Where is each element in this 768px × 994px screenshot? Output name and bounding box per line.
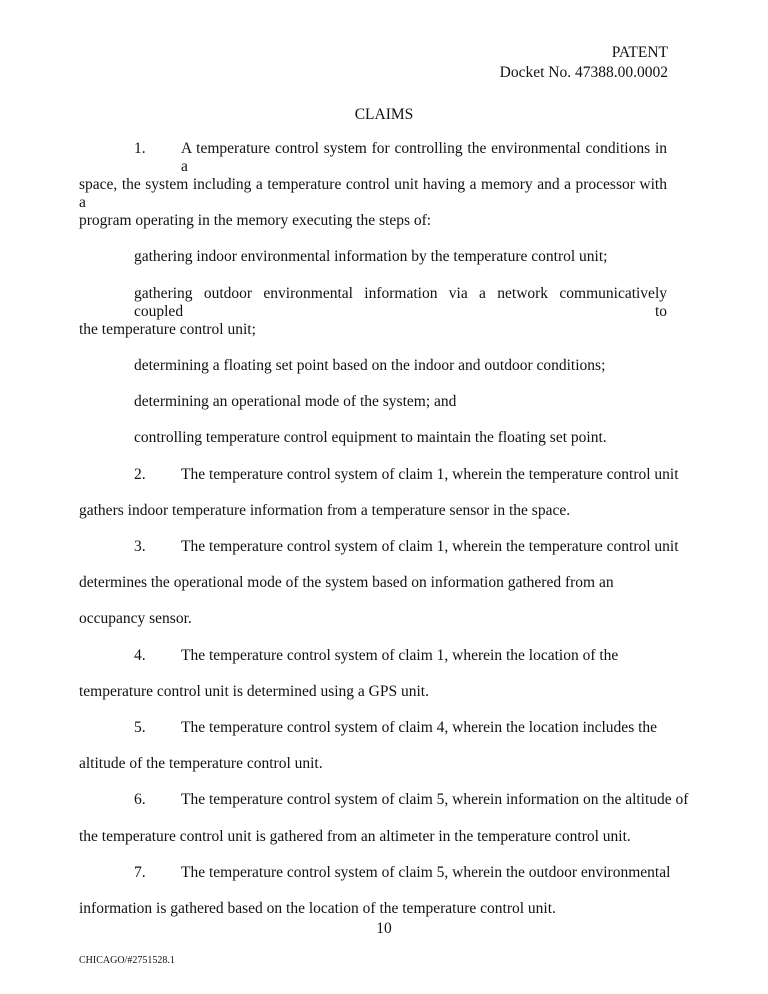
claim-3-line-2: determines the operational mode of the system based on information gathered from an xyxy=(79,574,614,591)
docket-number: Docket No. 47388.00.0002 xyxy=(499,64,668,81)
claim-5-line-1: The temperature control system of claim 4, wherein the location includes the xyxy=(181,719,658,736)
claim-7-line-2: information is gathered based on the location of the temperature control unit. xyxy=(79,900,556,917)
claim-1-line-3: program operating in the memory executing the steps of: xyxy=(79,212,432,229)
claim-1-line-2: space, the system including a temperature control unit having a memory and a processor with a xyxy=(79,176,667,211)
claim-2-number: 2. xyxy=(134,466,146,483)
claim-2-line-2: gathers indoor temperature information from a temperature sensor in the space. xyxy=(79,502,571,519)
claim-1-step-2-cont: the temperature control unit; xyxy=(79,321,256,338)
claim-4-line-1: The temperature control system of claim 1, wherein the location of the xyxy=(181,647,619,664)
claim-7-number: 7. xyxy=(134,864,146,881)
claim-1-step-4: determining an operational mode of the system; and xyxy=(134,393,457,410)
claim-6-line-2: the temperature control unit is gathered from an altimeter in the temperature control unit. xyxy=(79,828,631,845)
claim-6-number: 6. xyxy=(134,791,146,808)
claim-1-number: 1. xyxy=(134,140,146,157)
claim-3-line-3: occupancy sensor. xyxy=(79,610,192,627)
claim-3-number: 3. xyxy=(134,538,146,555)
claim-4-line-2: temperature control unit is determined using a GPS unit. xyxy=(79,683,429,700)
claim-1-line-1: A temperature control system for controlling the environmental conditions in a xyxy=(181,140,667,175)
claim-4-number: 4. xyxy=(134,647,146,664)
claim-6-line-1: The temperature control system of claim 5, wherein information on the altitude of xyxy=(181,791,689,808)
claim-5-number: 5. xyxy=(134,719,146,736)
page-number: 10 xyxy=(376,920,392,937)
claim-5-line-2: altitude of the temperature control unit. xyxy=(79,755,323,772)
claim-1-step-1: gathering indoor environmental information by the temperature control unit; xyxy=(134,248,608,265)
claims-heading: CLAIMS xyxy=(354,106,414,123)
claim-2-line-1: The temperature control system of claim 1, wherein the temperature control unit xyxy=(181,466,679,483)
claim-7-line-1: The temperature control system of claim 5, wherein the outdoor environmental xyxy=(181,864,671,881)
document-id: CHICAGO/#2751528.1 xyxy=(79,955,175,966)
claim-3-line-1: The temperature control system of claim 1, wherein the temperature control unit xyxy=(181,538,679,555)
claim-1-step-2: gathering outdoor environmental information via a network communicatively coupled to xyxy=(134,285,667,320)
claim-1-step-3: determining a floating set point based on the indoor and outdoor conditions; xyxy=(134,357,606,374)
patent-label: PATENT xyxy=(611,44,668,61)
claim-1-step-5: controlling temperature control equipment to maintain the floating set point. xyxy=(134,429,607,446)
